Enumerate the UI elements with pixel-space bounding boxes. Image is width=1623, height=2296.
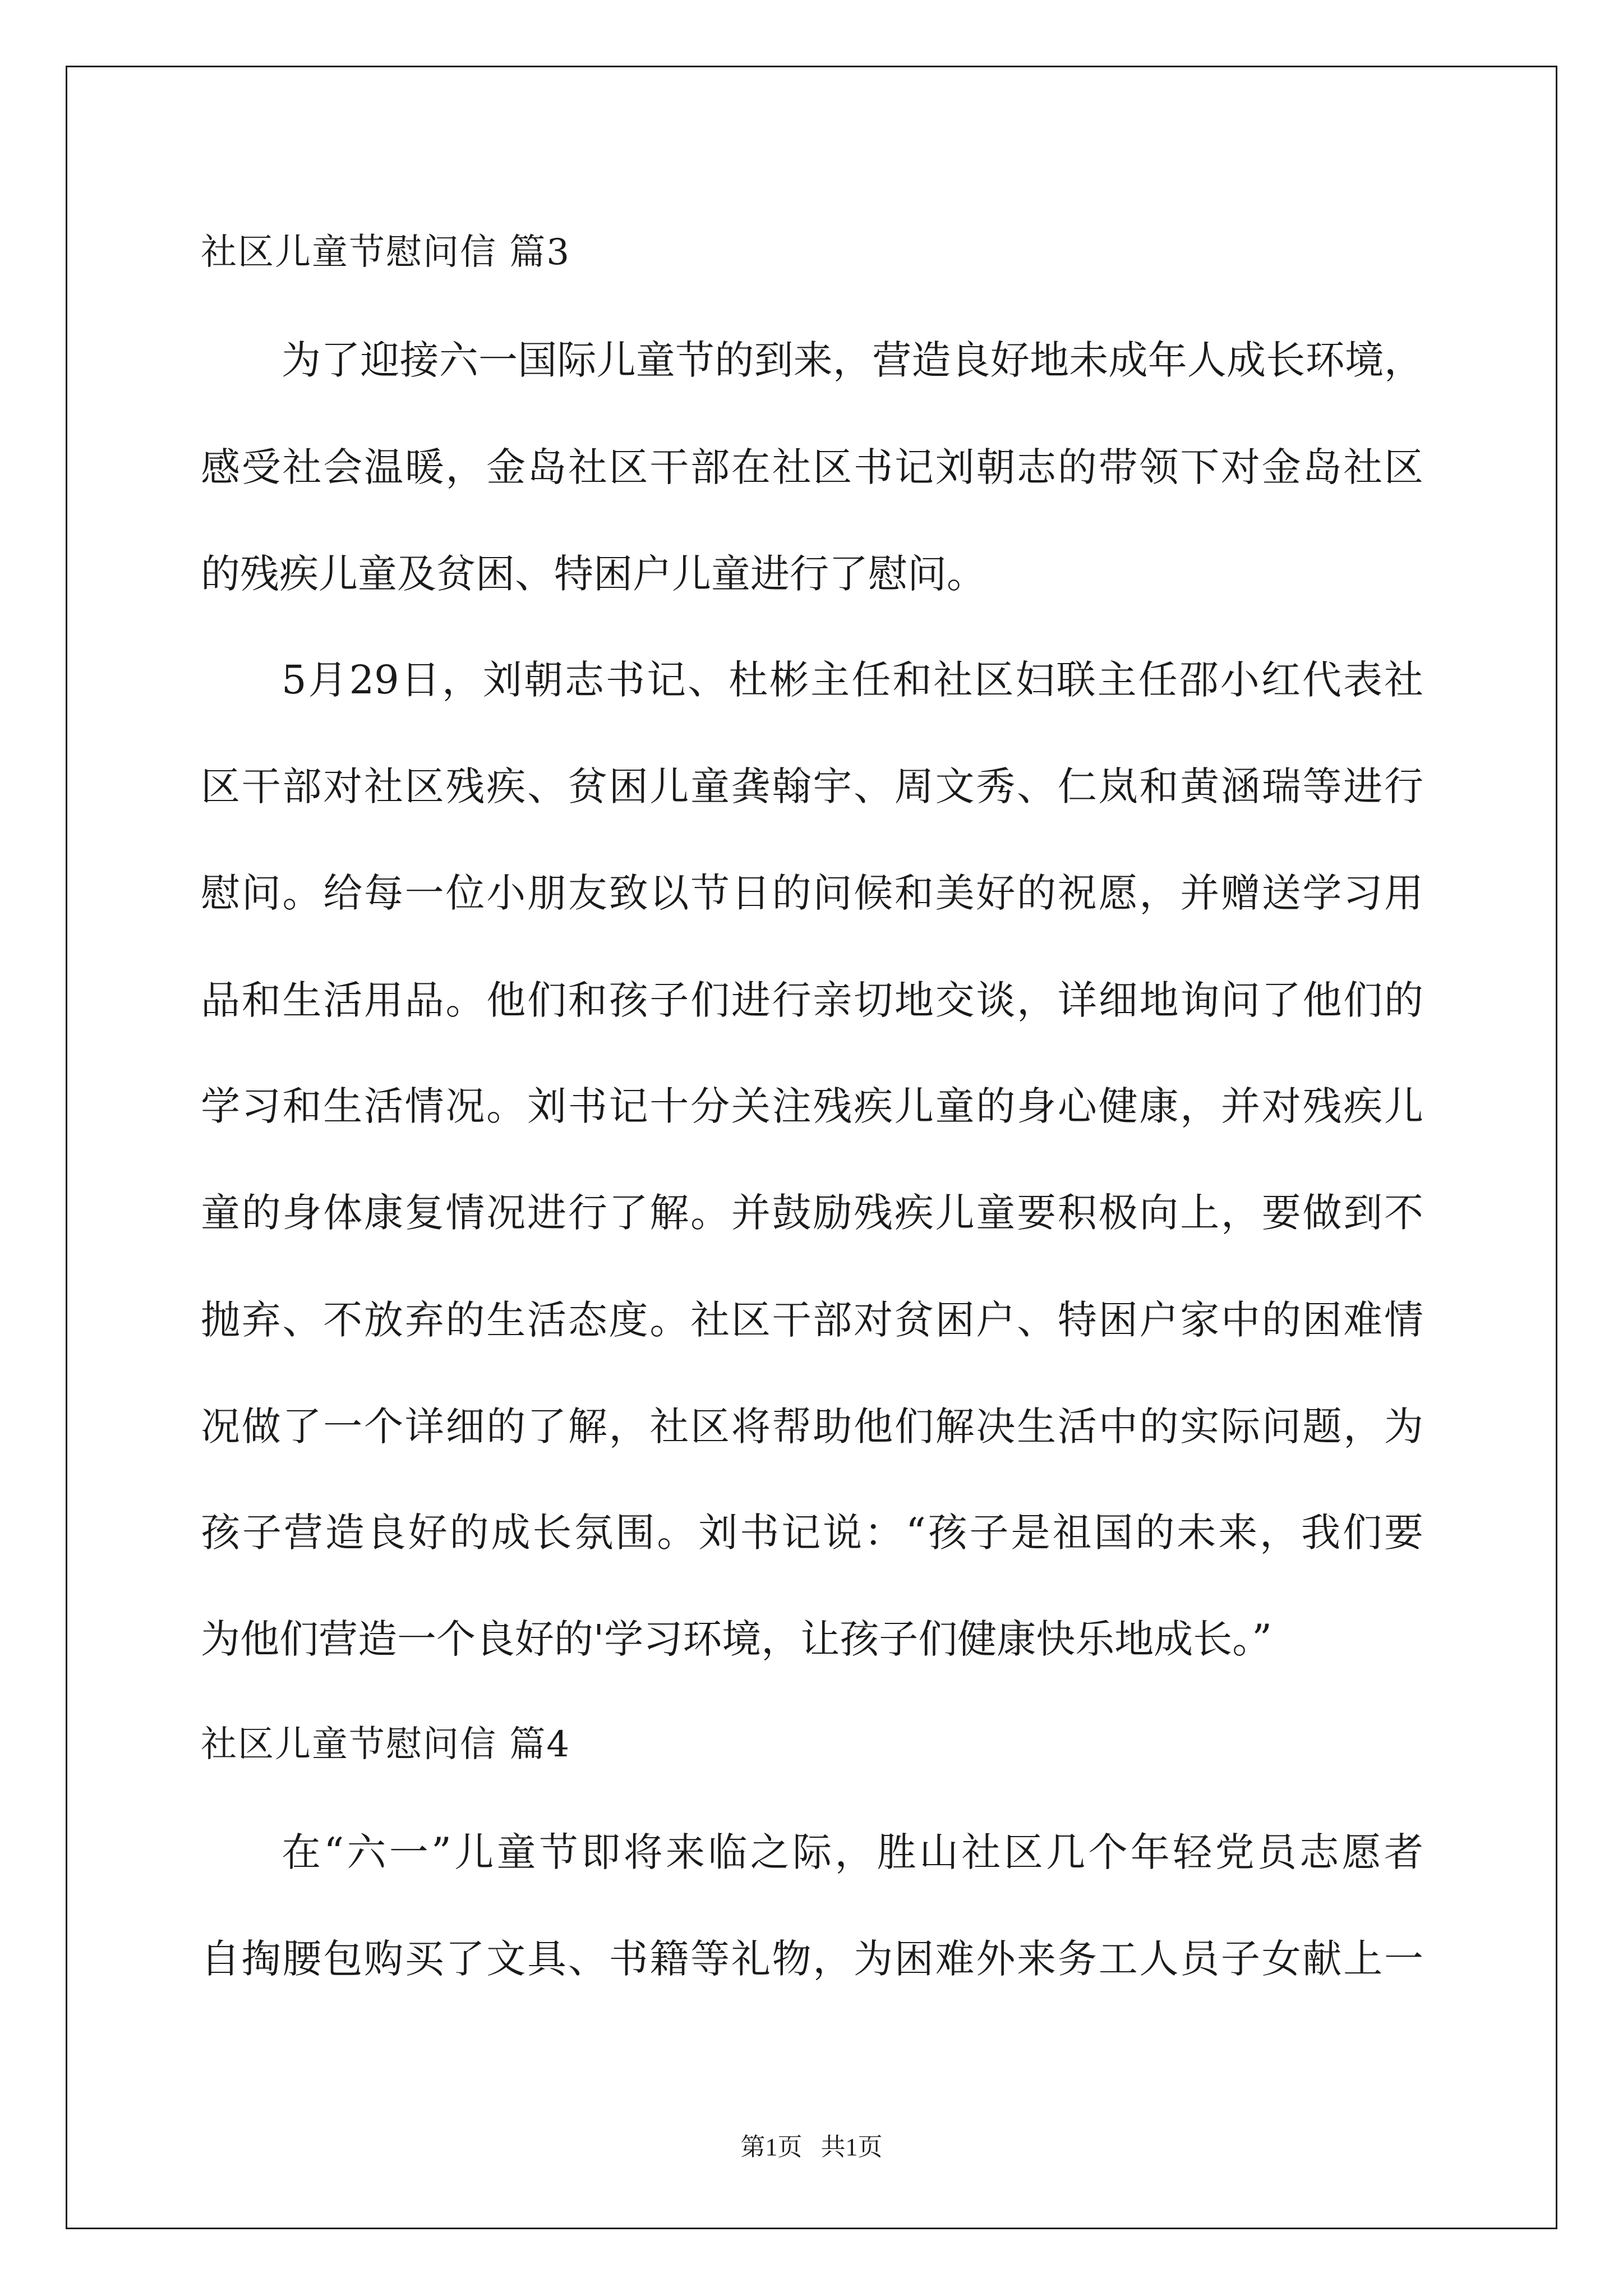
paragraph-line: 抛弃、不放弃的生活态度。社区干部对贫困户、特困户家中的困难情: [201, 1297, 1423, 1343]
paragraph-line: 自掏腰包购买了文具、书籍等礼物，为困难外来务工人员子女献上一: [201, 1936, 1423, 1982]
section-3-title: 社区儿童节慰问信 篇3: [201, 232, 571, 273]
page-border: [66, 66, 1557, 2229]
paragraph-line: 童的身体康复情况进行了解。并鼓励残疾儿童要积极向上，要做到不: [201, 1190, 1423, 1236]
paragraph-line: 孩子营造良好的成长氛围。刘书记说：“孩子是祖国的未来，我们要: [201, 1510, 1423, 1556]
page-number-footer: 第1页 共1页: [740, 2133, 883, 2161]
paragraph-line: 况做了一个详细的了解，社区将帮助他们解决生活中的实际问题，为: [201, 1404, 1423, 1450]
section-4-title: 社区儿童节慰问信 篇4: [201, 1724, 571, 1765]
paragraph-line: 在“六一”儿童节即将来临之际，胜山社区几个年轻党员志愿者: [282, 1829, 1423, 1875]
paragraph-line: 品和生活用品。他们和孩子们进行亲切地交谈，详细地询问了他们的: [201, 977, 1423, 1023]
paragraph-line: 慰问。给每一位小朋友致以节日的问候和美好的祝愿，并赠送学习用: [201, 870, 1423, 916]
paragraph-line: 的残疾儿童及贫困、特困户儿童进行了慰问。: [201, 551, 986, 597]
paragraph-line: 学习和生活情况。刘书记十分关注残疾儿童的身心健康，并对残疾儿: [201, 1083, 1423, 1129]
paragraph-line: 为了迎接六一国际儿童节的到来，营造良好地未成年人成长环境，: [282, 337, 1423, 383]
paragraph-line: 5月29日，刘朝志书记、杜彬主任和社区妇联主任邵小红代表社: [282, 657, 1423, 703]
paragraph-line: 为他们营造一个良好的'学习环境，让孩子们健康快乐地成长。”: [201, 1616, 1272, 1662]
paragraph-line: 区干部对社区残疾、贫困儿童龚翰宇、周文秀、仁岚和黄涵瑞等进行: [201, 763, 1423, 809]
paragraph-line: 感受社会温暖，金岛社区干部在社区书记刘朝志的带领下对金岛社区: [201, 444, 1423, 490]
